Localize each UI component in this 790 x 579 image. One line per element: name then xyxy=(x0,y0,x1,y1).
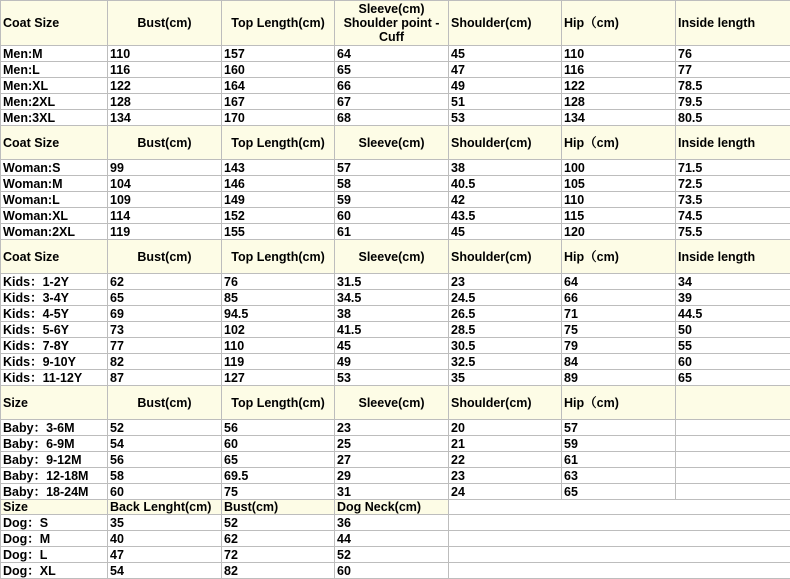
men-cell-sleeve: 67 xyxy=(335,94,449,110)
dog-cell-back-length: 40 xyxy=(108,531,222,547)
men-cell-sleeve: 68 xyxy=(335,110,449,126)
sleeve-header-line: Cuff xyxy=(337,30,446,44)
women-cell-hip: 105 xyxy=(562,176,676,192)
women-cell-top-length: 152 xyxy=(222,208,335,224)
baby-cell-bust: 58 xyxy=(108,468,222,484)
baby-size-row xyxy=(1,452,790,468)
men-cell-bust: 116 xyxy=(108,62,222,78)
women-header-sleeve: Sleeve(cm) xyxy=(335,126,449,160)
kids-cell-bust: 77 xyxy=(108,338,222,354)
kids-cell-bust: 62 xyxy=(108,274,222,290)
dog-cell-dog-neck: 44 xyxy=(335,531,449,547)
baby-cell-top-length: 75 xyxy=(222,484,335,500)
men-cell-size: Men:2XL xyxy=(1,94,108,110)
baby-cell-sleeve: 27 xyxy=(335,452,449,468)
kids-cell-bust: 65 xyxy=(108,290,222,306)
kids-header-sleeve: Sleeve(cm) xyxy=(335,240,449,274)
kids-cell-sleeve: 34.5 xyxy=(335,290,449,306)
men-cell-inside-length: 77 xyxy=(676,62,790,78)
kids-cell-sleeve: 45 xyxy=(335,338,449,354)
kids-size-row xyxy=(1,370,790,386)
women-size-row xyxy=(1,224,790,240)
kids-cell-size: Kids：4-5Y xyxy=(1,306,108,322)
baby-cell-top-length: 56 xyxy=(222,420,335,436)
kids-cell-shoulder: 24.5 xyxy=(449,290,562,306)
women-cell-inside-length: 72.5 xyxy=(676,176,790,192)
women-header-bust: Bust(cm) xyxy=(108,126,222,160)
men-cell-bust: 134 xyxy=(108,110,222,126)
baby-cell-top-length: 65 xyxy=(222,452,335,468)
men-cell-size: Men:M xyxy=(1,46,108,62)
sleeve-header-line: Sleeve(cm) xyxy=(337,2,446,16)
women-size-row xyxy=(1,192,790,208)
men-cell-shoulder: 51 xyxy=(449,94,562,110)
dog-header-filler xyxy=(449,500,790,515)
women-header-shoulder: Shoulder(cm) xyxy=(449,126,562,160)
women-size-row xyxy=(1,176,790,192)
dog-row-filler xyxy=(449,563,790,579)
men-header-top-length: Top Length(cm) xyxy=(222,1,335,46)
dog-cell-dog-neck: 60 xyxy=(335,563,449,579)
women-cell-size: Woman:L xyxy=(1,192,108,208)
baby-size-row xyxy=(1,484,790,500)
men-cell-shoulder: 49 xyxy=(449,78,562,94)
men-cell-size: Men:L xyxy=(1,62,108,78)
men-size-row xyxy=(1,110,790,126)
kids-size-row xyxy=(1,354,790,370)
dog-cell-size: Dog：L xyxy=(1,547,108,563)
kids-header-hip: Hip（cm) xyxy=(562,240,676,274)
kids-cell-hip: 84 xyxy=(562,354,676,370)
women-cell-shoulder: 42 xyxy=(449,192,562,208)
women-header-top-length: Top Length(cm) xyxy=(222,126,335,160)
kids-cell-hip: 66 xyxy=(562,290,676,306)
men-cell-hip: 134 xyxy=(562,110,676,126)
dog-header-back-length: Back Lenght(cm) xyxy=(108,500,222,515)
men-header-bust: Bust(cm) xyxy=(108,1,222,46)
baby-cell-shoulder: 24 xyxy=(449,484,562,500)
women-cell-sleeve: 60 xyxy=(335,208,449,224)
kids-cell-size: Kids：3-4Y xyxy=(1,290,108,306)
kids-cell-inside-length: 55 xyxy=(676,338,790,354)
kids-cell-hip: 89 xyxy=(562,370,676,386)
men-cell-sleeve: 64 xyxy=(335,46,449,62)
kids-size-row xyxy=(1,322,790,338)
men-cell-hip: 110 xyxy=(562,46,676,62)
baby-header-sleeve: Sleeve(cm) xyxy=(335,386,449,420)
men-cell-top-length: 160 xyxy=(222,62,335,78)
dog-size-row xyxy=(1,531,790,547)
dog-row-filler xyxy=(449,547,790,563)
men-cell-hip: 116 xyxy=(562,62,676,78)
kids-cell-size: Kids：9-10Y xyxy=(1,354,108,370)
baby-size-row xyxy=(1,420,790,436)
dog-row-filler xyxy=(449,515,790,531)
women-cell-size: Woman:M xyxy=(1,176,108,192)
kids-cell-hip: 71 xyxy=(562,306,676,322)
baby-cell-bust: 56 xyxy=(108,452,222,468)
men-cell-shoulder: 47 xyxy=(449,62,562,78)
women-cell-sleeve: 59 xyxy=(335,192,449,208)
kids-cell-top-length: 127 xyxy=(222,370,335,386)
women-size-row xyxy=(1,208,790,224)
kids-cell-inside-length: 39 xyxy=(676,290,790,306)
men-cell-shoulder: 45 xyxy=(449,46,562,62)
sleeve-header-line: Shoulder point - xyxy=(337,16,446,30)
women-header-hip: Hip（cm) xyxy=(562,126,676,160)
women-cell-size: Woman:XL xyxy=(1,208,108,224)
baby-cell-sleeve: 25 xyxy=(335,436,449,452)
kids-size-row xyxy=(1,274,790,290)
women-cell-top-length: 149 xyxy=(222,192,335,208)
baby-cell-hip: 59 xyxy=(562,436,676,452)
size-chart-body xyxy=(1,1,790,579)
men-header-shoulder: Shoulder(cm) xyxy=(449,1,562,46)
kids-cell-top-length: 76 xyxy=(222,274,335,290)
women-cell-hip: 100 xyxy=(562,160,676,176)
women-cell-bust: 99 xyxy=(108,160,222,176)
baby-size-row xyxy=(1,436,790,452)
baby-cell-size: Baby：12-18M xyxy=(1,468,108,484)
dog-size-row xyxy=(1,515,790,531)
baby-cell-inside-length xyxy=(676,452,790,468)
dog-cell-size: Dog：M xyxy=(1,531,108,547)
kids-size-row xyxy=(1,338,790,354)
dog-cell-back-length: 35 xyxy=(108,515,222,531)
kids-header-size: Coat Size xyxy=(1,240,108,274)
baby-cell-sleeve: 31 xyxy=(335,484,449,500)
women-header-size: Coat Size xyxy=(1,126,108,160)
baby-header-inside-length xyxy=(676,386,790,420)
kids-cell-hip: 79 xyxy=(562,338,676,354)
kids-cell-inside-length: 34 xyxy=(676,274,790,290)
women-cell-shoulder: 45 xyxy=(449,224,562,240)
men-cell-hip: 128 xyxy=(562,94,676,110)
baby-cell-shoulder: 23 xyxy=(449,468,562,484)
dog-cell-dog-neck: 52 xyxy=(335,547,449,563)
women-cell-top-length: 143 xyxy=(222,160,335,176)
kids-cell-size: Kids：1-2Y xyxy=(1,274,108,290)
women-header-row xyxy=(1,126,790,160)
kids-cell-shoulder: 32.5 xyxy=(449,354,562,370)
men-cell-hip: 122 xyxy=(562,78,676,94)
men-size-row xyxy=(1,78,790,94)
dog-header-size: Size xyxy=(1,500,108,515)
men-cell-inside-length: 79.5 xyxy=(676,94,790,110)
women-cell-sleeve: 58 xyxy=(335,176,449,192)
men-cell-inside-length: 78.5 xyxy=(676,78,790,94)
kids-cell-bust: 73 xyxy=(108,322,222,338)
kids-cell-bust: 87 xyxy=(108,370,222,386)
baby-cell-sleeve: 23 xyxy=(335,420,449,436)
baby-cell-shoulder: 22 xyxy=(449,452,562,468)
men-cell-size: Men:XL xyxy=(1,78,108,94)
men-cell-bust: 122 xyxy=(108,78,222,94)
women-cell-hip: 110 xyxy=(562,192,676,208)
men-cell-bust: 110 xyxy=(108,46,222,62)
kids-cell-size: Kids：5-6Y xyxy=(1,322,108,338)
women-cell-inside-length: 74.5 xyxy=(676,208,790,224)
men-cell-bust: 128 xyxy=(108,94,222,110)
baby-cell-size: Baby：18-24M xyxy=(1,484,108,500)
baby-header-top-length: Top Length(cm) xyxy=(222,386,335,420)
baby-cell-top-length: 69.5 xyxy=(222,468,335,484)
dog-cell-bust: 62 xyxy=(222,531,335,547)
women-header-inside-length: Inside length xyxy=(676,126,790,160)
baby-cell-top-length: 60 xyxy=(222,436,335,452)
kids-cell-top-length: 119 xyxy=(222,354,335,370)
women-cell-shoulder: 38 xyxy=(449,160,562,176)
kids-cell-hip: 75 xyxy=(562,322,676,338)
dog-cell-bust: 82 xyxy=(222,563,335,579)
dog-cell-back-length: 47 xyxy=(108,547,222,563)
kids-cell-sleeve: 38 xyxy=(335,306,449,322)
kids-header-row xyxy=(1,240,790,274)
men-cell-shoulder: 53 xyxy=(449,110,562,126)
kids-cell-inside-length: 50 xyxy=(676,322,790,338)
baby-cell-size: Baby：6-9M xyxy=(1,436,108,452)
baby-cell-shoulder: 21 xyxy=(449,436,562,452)
women-cell-sleeve: 61 xyxy=(335,224,449,240)
men-size-row xyxy=(1,46,790,62)
kids-cell-top-length: 102 xyxy=(222,322,335,338)
kids-cell-shoulder: 35 xyxy=(449,370,562,386)
men-cell-inside-length: 76 xyxy=(676,46,790,62)
kids-header-inside-length: Inside length xyxy=(676,240,790,274)
baby-cell-bust: 54 xyxy=(108,436,222,452)
women-cell-hip: 115 xyxy=(562,208,676,224)
kids-cell-inside-length: 44.5 xyxy=(676,306,790,322)
dog-cell-size: Dog：XL xyxy=(1,563,108,579)
baby-cell-bust: 60 xyxy=(108,484,222,500)
baby-cell-hip: 65 xyxy=(562,484,676,500)
women-cell-top-length: 146 xyxy=(222,176,335,192)
kids-cell-top-length: 85 xyxy=(222,290,335,306)
women-cell-inside-length: 71.5 xyxy=(676,160,790,176)
kids-cell-bust: 69 xyxy=(108,306,222,322)
kids-cell-inside-length: 65 xyxy=(676,370,790,386)
women-cell-hip: 120 xyxy=(562,224,676,240)
baby-cell-hip: 63 xyxy=(562,468,676,484)
baby-cell-inside-length xyxy=(676,436,790,452)
men-size-row xyxy=(1,62,790,78)
kids-cell-sleeve: 53 xyxy=(335,370,449,386)
men-cell-size: Men:3XL xyxy=(1,110,108,126)
kids-cell-hip: 64 xyxy=(562,274,676,290)
kids-cell-top-length: 110 xyxy=(222,338,335,354)
dog-header-bust: Bust(cm) xyxy=(222,500,335,515)
men-cell-top-length: 164 xyxy=(222,78,335,94)
women-cell-shoulder: 40.5 xyxy=(449,176,562,192)
kids-header-bust: Bust(cm) xyxy=(108,240,222,274)
men-header-hip: Hip（cm) xyxy=(562,1,676,46)
dog-cell-size: Dog：S xyxy=(1,515,108,531)
baby-header-row xyxy=(1,386,790,420)
men-cell-sleeve: 65 xyxy=(335,62,449,78)
kids-cell-inside-length: 60 xyxy=(676,354,790,370)
baby-cell-sleeve: 29 xyxy=(335,468,449,484)
women-cell-sleeve: 57 xyxy=(335,160,449,176)
baby-cell-inside-length xyxy=(676,468,790,484)
men-cell-sleeve: 66 xyxy=(335,78,449,94)
dog-cell-bust: 52 xyxy=(222,515,335,531)
men-cell-top-length: 170 xyxy=(222,110,335,126)
dog-header-dog-neck: Dog Neck(cm) xyxy=(335,500,449,515)
baby-cell-shoulder: 20 xyxy=(449,420,562,436)
baby-cell-inside-length xyxy=(676,420,790,436)
dog-header-row xyxy=(1,500,790,515)
women-cell-shoulder: 43.5 xyxy=(449,208,562,224)
women-cell-top-length: 155 xyxy=(222,224,335,240)
baby-cell-bust: 52 xyxy=(108,420,222,436)
kids-cell-sleeve: 31.5 xyxy=(335,274,449,290)
dog-size-row xyxy=(1,563,790,579)
baby-cell-hip: 57 xyxy=(562,420,676,436)
baby-cell-hip: 61 xyxy=(562,452,676,468)
men-header-size: Coat Size xyxy=(1,1,108,46)
kids-size-row xyxy=(1,306,790,322)
women-size-row xyxy=(1,160,790,176)
kids-cell-shoulder: 26.5 xyxy=(449,306,562,322)
women-cell-bust: 109 xyxy=(108,192,222,208)
baby-header-shoulder: Shoulder(cm) xyxy=(449,386,562,420)
women-cell-size: Woman:2XL xyxy=(1,224,108,240)
dog-cell-back-length: 54 xyxy=(108,563,222,579)
men-header-sleeve xyxy=(335,1,449,46)
baby-header-size: Size xyxy=(1,386,108,420)
kids-cell-bust: 82 xyxy=(108,354,222,370)
baby-cell-size: Baby：3-6M xyxy=(1,420,108,436)
men-header-row xyxy=(1,1,790,46)
dog-cell-bust: 72 xyxy=(222,547,335,563)
dog-cell-dog-neck: 36 xyxy=(335,515,449,531)
men-cell-top-length: 167 xyxy=(222,94,335,110)
kids-size-row xyxy=(1,290,790,306)
women-cell-inside-length: 75.5 xyxy=(676,224,790,240)
kids-header-shoulder: Shoulder(cm) xyxy=(449,240,562,274)
dog-size-row xyxy=(1,547,790,563)
kids-cell-shoulder: 30.5 xyxy=(449,338,562,354)
men-cell-inside-length: 80.5 xyxy=(676,110,790,126)
baby-cell-size: Baby：9-12M xyxy=(1,452,108,468)
kids-cell-sleeve: 41.5 xyxy=(335,322,449,338)
men-header-inside-length: Inside length xyxy=(676,1,790,46)
baby-cell-inside-length xyxy=(676,484,790,500)
women-cell-bust: 104 xyxy=(108,176,222,192)
dog-row-filler xyxy=(449,531,790,547)
kids-cell-sleeve: 49 xyxy=(335,354,449,370)
women-cell-inside-length: 73.5 xyxy=(676,192,790,208)
women-cell-bust: 114 xyxy=(108,208,222,224)
kids-cell-shoulder: 23 xyxy=(449,274,562,290)
kids-cell-top-length: 94.5 xyxy=(222,306,335,322)
baby-header-bust: Bust(cm) xyxy=(108,386,222,420)
kids-cell-size: Kids：11-12Y xyxy=(1,370,108,386)
kids-header-top-length: Top Length(cm) xyxy=(222,240,335,274)
baby-size-row xyxy=(1,468,790,484)
kids-cell-size: Kids：7-8Y xyxy=(1,338,108,354)
women-cell-size: Woman:S xyxy=(1,160,108,176)
women-cell-bust: 119 xyxy=(108,224,222,240)
kids-cell-shoulder: 28.5 xyxy=(449,322,562,338)
men-cell-top-length: 157 xyxy=(222,46,335,62)
baby-header-hip: Hip（cm) xyxy=(562,386,676,420)
men-size-row xyxy=(1,94,790,110)
